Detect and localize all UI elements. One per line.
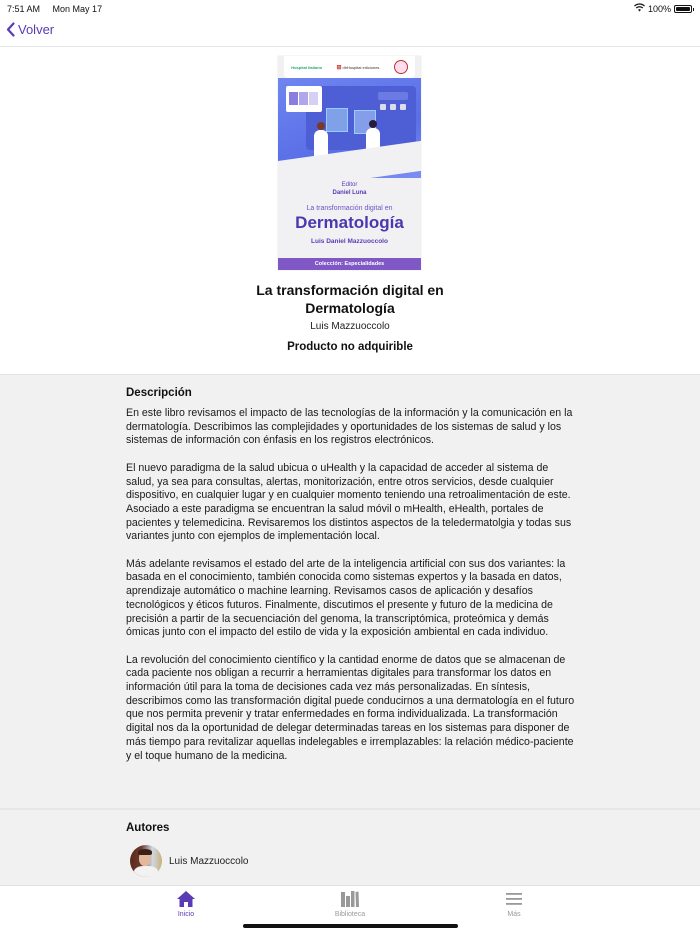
- tab-label: Inicio: [177, 911, 195, 918]
- wifi-icon: [634, 3, 645, 14]
- cover-editor-name: Daniel Luna: [332, 190, 367, 196]
- home-indicator: [243, 924, 458, 928]
- cover-collection: Colección: Especialidades: [278, 258, 421, 270]
- home-icon: [176, 890, 196, 908]
- cover-author: Luis Daniel Mazzuoccolo: [311, 238, 388, 245]
- author-name: Luis Mazzuoccolo: [169, 855, 249, 867]
- description-section: [0, 375, 700, 810]
- hospital-logo: Hospital Italiano: [291, 64, 323, 70]
- book-cover-image: [278, 56, 421, 270]
- description-heading: Descripción: [126, 387, 192, 399]
- description-body: [126, 407, 576, 777]
- authors-heading: Autores: [126, 822, 170, 834]
- tab-biblioteca[interactable]: [310, 890, 390, 918]
- tab-label: Biblioteca: [334, 911, 366, 918]
- status-date: Mon May 17: [52, 4, 103, 14]
- description-paragraph: El nuevo paradigma de la salud ubicua o uHealth y la capacidad de acceder al sistema de salud, ya sea para consultas, alertas, monitorización, entre otros servicios, desde cualquier dispositivo, en cualquier lugar y en cualquier momento teniendo una retroalimentación de este. Asociado a este paradigma se encuentran la salud móvil o mHealth, eHealth, portales de pacientes y telemedicina. Revisaremos los distintos aspectos de la teledermatolgia y todas sus variantes junto con ejemplos de implementación local.: [126, 461, 572, 543]
- library-icon: [340, 890, 360, 908]
- cover-subtitle: La transformación digital en: [306, 205, 393, 212]
- authors-section: [0, 810, 700, 885]
- status-time: 7:51 AM: [7, 4, 41, 14]
- book-title-line2: Dermatología: [305, 300, 395, 316]
- tab-inicio[interactable]: [146, 890, 226, 918]
- description-paragraph: Más adelante revisamos el estado del arte de la inteligencia artificial con sus dos variantes: la basada en el conocimiento, también conocida como sistemas expertos y la basada en datos, aprendizaje automático o machine learning. Revisamos casos de aplicación y desafíos tecnológicos y éticos futuros. Finalmente, discutimos el presente y futuro de la medicina de precisión a partir de la secuenciación del genoma, la transcriptómica, proteómica y demás ómicas junto con el impacto del estilo de vida y la exposición ambiental en cada individuo.: [126, 557, 566, 639]
- availability-status: Producto no adquirible: [287, 341, 413, 353]
- tab-label: Más: [507, 911, 521, 918]
- tab-mas[interactable]: [474, 890, 554, 918]
- chevron-left-icon: [6, 22, 15, 37]
- cover-editor: [278, 181, 421, 197]
- book-header: [0, 47, 700, 375]
- cover-title: Dermatología: [295, 213, 404, 232]
- description-paragraph: En este libro revisamos el impacto de las tecnologías de la información y la comunicación en la dermatología. Describimos las complejidades y oportunidades de los sistemas de salud y los sistemas de información con énfasis en los registros electrónicos.: [126, 407, 573, 447]
- description-paragraph: La revolución del conocimiento científico y la cantidad enorme de datos que se almacenan de cada paciente nos obligan a recurrir a herramientas digitales para transformar los datos en información útil para la toma de decisiones cada vez más personalizadas. En síntesis, describimos como las transformación digital puede conducirnos a una dermatología en el futuro que nos permita prevenir y tratar enfermedades en forma individualizada. La transformación digital nos da la oportunidad de delegar determinadas tareas en los sistemas para disponer de más tiempo para revitalizar aquellas indelegables e irremplazables: la relación médico-paciente y el toque humano de la medicina.: [126, 653, 575, 762]
- author-list-item[interactable]: [130, 845, 248, 877]
- publisher-logos: [284, 56, 415, 78]
- navigation-bar: [0, 18, 700, 47]
- back-button[interactable]: [6, 22, 54, 37]
- book-author: Luis Mazzuoccolo: [310, 321, 390, 332]
- seal-logo-icon: [394, 60, 408, 74]
- battery-icon: [674, 5, 692, 13]
- book-title: [0, 281, 700, 317]
- back-label: Volver: [18, 22, 55, 37]
- book-title-line1: La transformación digital en: [256, 282, 444, 298]
- avatar: [130, 845, 162, 877]
- cover-editor-label: Editor: [341, 182, 358, 188]
- battery-percent: 100%: [647, 3, 671, 14]
- menu-icon: [505, 890, 523, 908]
- status-bar: [0, 0, 700, 18]
- publisher-logo: ⊞ dhHospital ediciones: [336, 64, 380, 71]
